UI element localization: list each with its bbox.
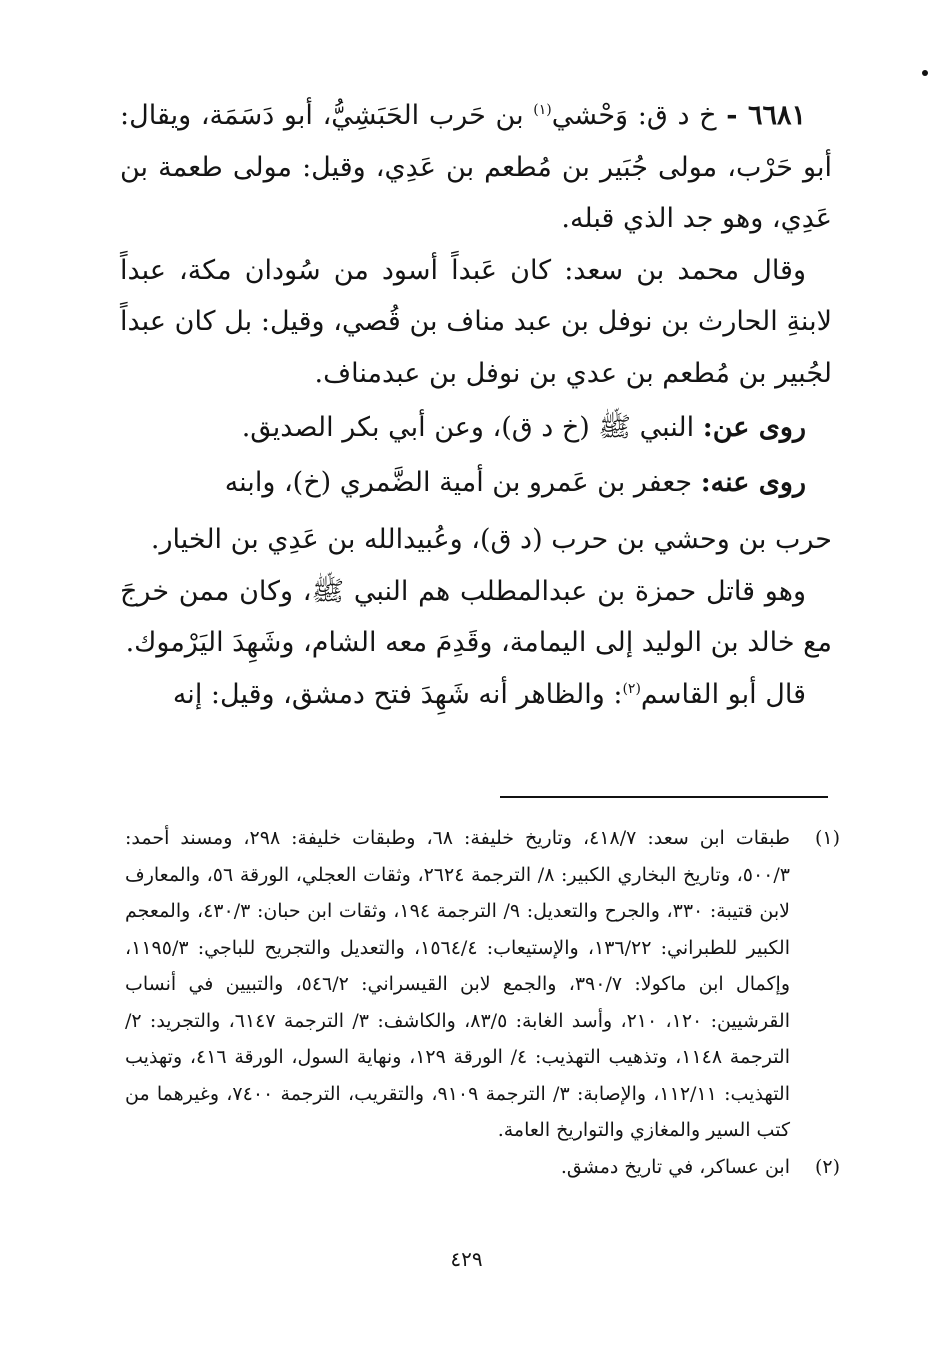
rawa-an-paragraph <box>120 402 832 454</box>
footnote-number: (٢) <box>814 1155 840 1178</box>
rawa-anhu-paragraph <box>120 457 832 509</box>
rawa-anhu-label: روى عنه: <box>700 466 806 498</box>
entry-description: بن حَرب الحَبَشِيُّ، أبو دَسَمَة، ويقال: أبو حَرْب، مولى جُبَير بن مُطعم بن عَدِي، وقيل: مولى طعمة بن عَدِي، وهو جد الذي قبله. <box>120 100 832 234</box>
ibn-saad-paragraph: وقال محمد بن سعد: كان عَبداً أسود من سُودان مكة، عبداً لابنةِ الحارث بن نوفل بن عبد مناف بن قُصي، وقيل: بل كان عبداً لجُبير بن مُطعم بن عدي بن نوفل بن عبدمناف. <box>120 254 832 389</box>
abu-qasim-paragraph <box>120 669 832 721</box>
footnote-1 <box>125 820 840 1149</box>
hamza-paragraph: وهو قاتل حمزة بن عبدالمطلب هم النبي ﷺ، وكان ممن خرجَ مع خالد بن الوليد إلى اليمامة، وقَدِمَ معه الشام، وشَهِدَ اليَرْموك. <box>120 575 832 658</box>
rawa-an-label: روى عن: <box>702 412 806 443</box>
footnote-number: (١) <box>814 827 840 849</box>
entry-name: وَحْشي <box>551 100 629 131</box>
main-text <box>120 90 832 720</box>
footnotes <box>125 820 840 1185</box>
margin-dot <box>922 70 928 76</box>
entry-codes: خ د ق: <box>637 100 717 131</box>
narrators-continued: حرب بن وحشي بن حرب (د ق)، وعُبيدالله بن عَدِي بن الخيار. <box>150 524 832 555</box>
footnote-ref-1: (١) <box>533 102 552 118</box>
abu-qasim-text: : والظاهر أنه شَهِدَ فتح دمشق، وقيل: إنه <box>172 678 623 710</box>
footnote-separator <box>500 796 828 798</box>
entry-heading-paragraph <box>120 90 832 245</box>
footnote-2 <box>125 1149 840 1186</box>
rawa-anhu-text: جعفر بن عَمرو بن أمية الضَّمري (خ)، وابنه <box>224 466 693 498</box>
page-number: ٤٢٩ <box>450 1247 483 1271</box>
rawa-an-text: النبي ﷺ (خ د ق)، وعن أبي بكر الصديق. <box>241 412 695 443</box>
entry-number: ٦٦٨١ - <box>726 100 806 131</box>
abu-qasim-prefix: قال أبو القاسم <box>640 678 806 710</box>
footnote-text: ابن عساكر، في تاريخ دمشق. <box>560 1155 790 1178</box>
footnote-text: طبقات ابن سعد: ٤١٨/٧، وتاريخ خليفة: ٦٨، وطبقات خليفة: ٢٩٨، ومسند أحمد: ٥٠٠/٣، وتاريخ البخاري الكبير: ٨/ الترجمة ٢٦٢٤، وثقات العجلي، الورقة ٥٦، والمعارف لابن قتيبة: ٣٣٠، والجرح والتعديل: ٩/ الترجمة ١٩٤، وثقات ابن حبان: ٤٣٠/٣، والمعجم الكبير للطبراني: ١٣٦/٢٢، والإستيعاب: ١٥٦٤/٤، والتعديل والتجريح للباجي: ١١٩٥/٣، وإكمال ابن ماكولا: ٣٩٠/٧، والجمع لابن القيسراني: ٥٤٦/٢، والتبيين في أنساب القرشيين: ١٢٠، ٢١٠، وأسد الغابة: ٨٣/٥، والكاشف: ٣/ الترجمة ٦١٤٧، والتجريد: ٢/ الترجمة ١١٤٨، وتذهيب التهذيب: ٤/ الورقة ١٢٩، ونهاية السول، الورقة ٤١٦، وتهذيب التهذيب: ١١٢/١١، والإصابة: ٣/ الترجمة ٩١٠٩، والتقريب، الترجمة ٧٤٠٠، وغيرهما من كتب السير والمغازي والتواريخ العامة. <box>125 827 790 1141</box>
footnote-ref-2: (٢) <box>622 680 641 697</box>
